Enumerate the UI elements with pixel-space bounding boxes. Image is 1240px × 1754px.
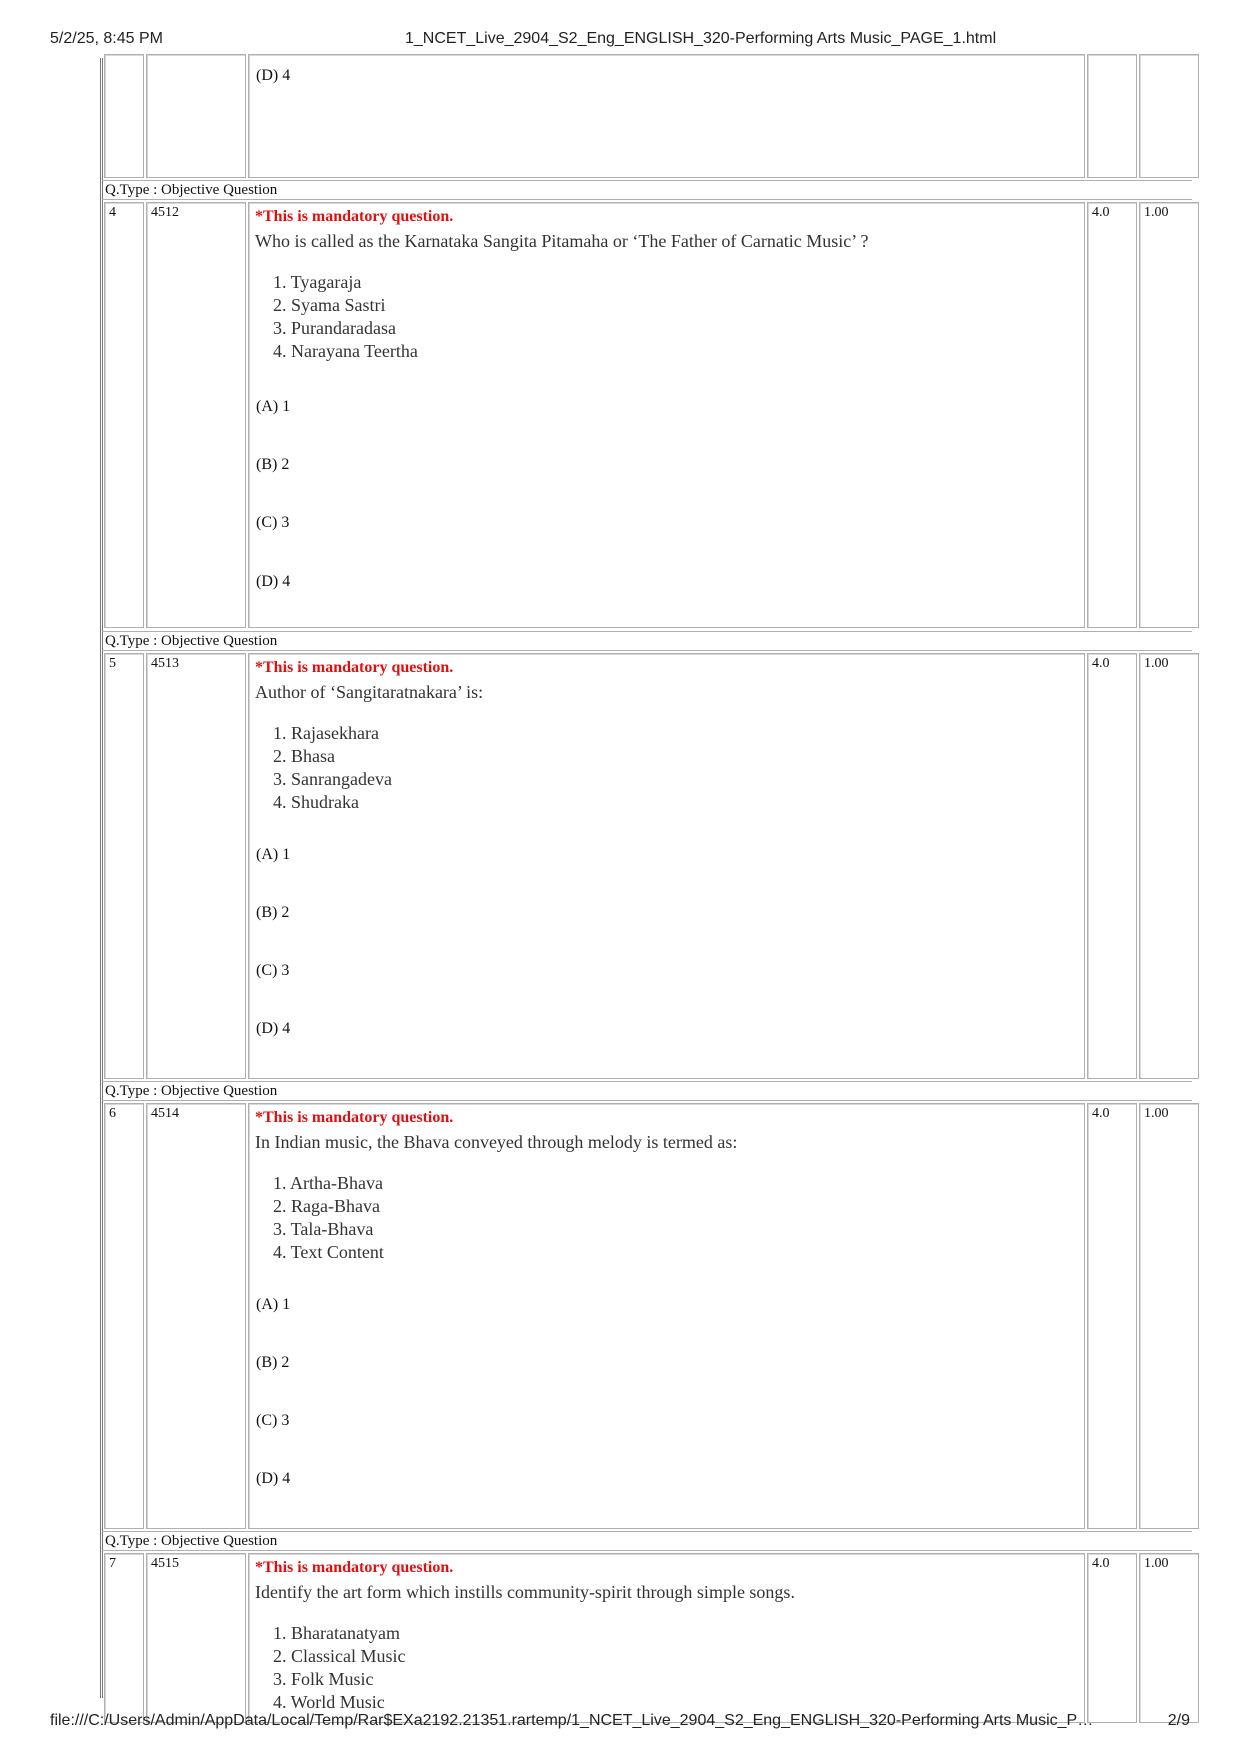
option-item: 4. World Music — [273, 1692, 385, 1712]
answer-choice-d: (D) 4 — [256, 1020, 291, 1037]
question-negative-marks: 1.00 — [1139, 1553, 1199, 1723]
option-list — [273, 1622, 406, 1714]
question-number: 7 — [104, 1553, 144, 1723]
carryover-id-cell — [146, 54, 246, 178]
option-item: 4. Shudraka — [273, 792, 359, 812]
carryover-content-cell — [248, 54, 1085, 178]
mandatory-notice: *This is mandatory question. — [255, 208, 454, 225]
option-item: 2. Classical Music — [273, 1646, 406, 1666]
answer-choice-c: (C) 3 — [256, 962, 290, 979]
qtype-row: Q.Type : Objective Question — [102, 180, 1192, 200]
question-id: 4514 — [146, 1103, 246, 1529]
answer-choice-c: (C) 3 — [256, 1412, 290, 1429]
print-title: 1_NCET_Live_2904_S2_Eng_ENGLISH_320-Performing Arts Music_PAGE_1.html — [405, 30, 997, 47]
option-item: 3. Folk Music — [273, 1669, 374, 1689]
carryover-number-cell — [104, 54, 144, 178]
question-number: 4 — [104, 202, 144, 628]
print-date: 5/2/25, 8:45 PM — [50, 30, 163, 47]
option-list — [273, 1172, 384, 1264]
print-header — [50, 30, 1190, 54]
question-number: 6 — [104, 1103, 144, 1529]
question-marks: 4.0 — [1087, 653, 1137, 1079]
answer-choice-a: (A) 1 — [256, 1296, 291, 1313]
option-item: 2. Raga-Bhava — [273, 1196, 380, 1216]
option-item: 1. Bharatanatyam — [273, 1623, 400, 1643]
option-list — [273, 271, 418, 363]
question-id: 4512 — [146, 202, 246, 628]
question-stem: Who is called as the Karnataka Sangita Pitamaha or ‘The Father of Carnatic Music’ ? — [255, 231, 869, 251]
option-item: 1. Tyagaraja — [273, 272, 362, 292]
option-item: 3. Purandaradasa — [273, 318, 396, 338]
question-marks: 4.0 — [1087, 1553, 1137, 1723]
mandatory-notice: *This is mandatory question. — [255, 659, 454, 676]
question-stem: Identify the art form which instills community-spirit through simple songs. — [255, 1582, 795, 1602]
question-table — [100, 58, 1182, 1712]
page-number: 2/9 — [1167, 1712, 1190, 1729]
question-id: 4513 — [146, 653, 246, 1079]
carryover-marks-cell — [1087, 54, 1137, 178]
question-content — [248, 1553, 1085, 1723]
question-negative-marks: 1.00 — [1139, 653, 1199, 1079]
answer-choice-b: (B) 2 — [256, 904, 290, 921]
carryover-answer: (D) 4 — [256, 67, 291, 84]
carryover-negative-cell — [1139, 54, 1199, 178]
print-footer — [50, 1712, 1190, 1736]
option-item: 4. Narayana Teertha — [273, 341, 418, 361]
question-marks: 4.0 — [1087, 1103, 1137, 1529]
mandatory-notice: *This is mandatory question. — [255, 1559, 454, 1576]
question-marks: 4.0 — [1087, 202, 1137, 628]
question-stem: In Indian music, the Bhava conveyed through melody is termed as: — [255, 1132, 738, 1152]
question-stem: Author of ‘Sangitaratnakara’ is: — [255, 682, 484, 702]
answer-choice-d: (D) 4 — [256, 573, 291, 590]
answer-choice-b: (B) 2 — [256, 456, 290, 473]
answer-choice-c: (C) 3 — [256, 514, 290, 531]
answer-choice-b: (B) 2 — [256, 1354, 290, 1371]
answer-choice-a: (A) 1 — [256, 846, 291, 863]
question-negative-marks: 1.00 — [1139, 202, 1199, 628]
mandatory-notice: *This is mandatory question. — [255, 1109, 454, 1126]
option-item: 1. Rajasekhara — [273, 723, 379, 743]
option-item: 1. Artha-Bhava — [273, 1173, 383, 1193]
option-item: 3. Sanrangadeva — [273, 769, 392, 789]
question-negative-marks: 1.00 — [1139, 1103, 1199, 1529]
option-list — [273, 722, 392, 814]
question-id: 4515 — [146, 1553, 246, 1723]
answer-choice-a: (A) 1 — [256, 398, 291, 415]
question-content — [248, 653, 1085, 1079]
question-number: 5 — [104, 653, 144, 1079]
qtype-row: Q.Type : Objective Question — [102, 1531, 1192, 1551]
option-item: 3. Tala-Bhava — [273, 1219, 374, 1239]
table-left-border — [100, 58, 103, 1698]
question-content — [248, 1103, 1085, 1529]
option-item: 4. Text Content — [273, 1242, 384, 1262]
qtype-row: Q.Type : Objective Question — [102, 631, 1192, 651]
print-url: file:///C:/Users/Admin/AppData/Local/Temp/Rar$EXa2192.21351.rartemp/1_NCET_Live_2904_S2_Eng_ENGLISH_320-Performing Arts Music_P… — [50, 1712, 1094, 1729]
question-content — [248, 202, 1085, 628]
option-item: 2. Syama Sastri — [273, 295, 386, 315]
qtype-row: Q.Type : Objective Question — [102, 1081, 1192, 1101]
option-item: 2. Bhasa — [273, 746, 335, 766]
answer-choice-d: (D) 4 — [256, 1470, 291, 1487]
